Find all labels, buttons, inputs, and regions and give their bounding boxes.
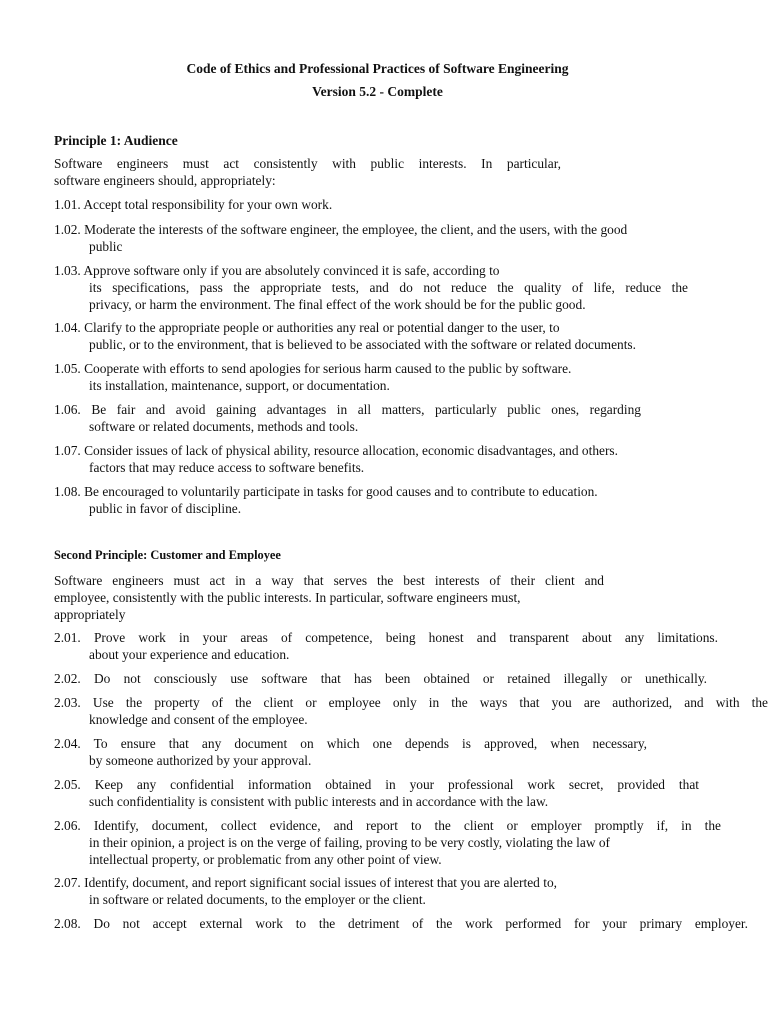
item-1-08 (54, 483, 714, 517)
item-line: such confidentiality is consistent with public interests and in accordance with the law. (89, 794, 549, 809)
document-title: Code of Ethics and Professional Practices of Software Engineering (186, 61, 569, 76)
principle-2-intro (54, 572, 604, 623)
item-line: factors that may reduce access to software benefits. (89, 460, 365, 475)
item-line: public, or to the environment, that is believed to be associated with the software or related documents. (89, 337, 636, 352)
item-2-03 (54, 694, 768, 728)
intro-line: Software engineers must act consistently with public interests. In particular, (54, 156, 561, 171)
item-2-04 (54, 735, 647, 769)
item-line: privacy, or harm the environment. The final effect of the work should be for the public good. (89, 297, 586, 312)
item-2-01 (54, 629, 718, 663)
item-line: 2.04. To ensure that any document on which one depends is approved, when necessary, (54, 736, 647, 751)
item-line: knowledge and consent of the employee. (89, 712, 308, 727)
item-line: 2.02. Do not consciously use software that has been obtained or retained illegally or unethically. (54, 671, 707, 686)
item-line: 1.06. Be fair and avoid gaining advantages in all matters, particularly public ones, regarding (54, 402, 641, 417)
intro-line: employee, consistently with the public interests. In particular, software engineers must, (54, 590, 521, 605)
item-2-02 (54, 670, 707, 687)
item-line: 2.03. Use the property of the client or employee only in the ways that you are authorized, and with the (54, 695, 768, 710)
principle-1-intro (54, 155, 561, 189)
item-2-06 (54, 817, 721, 868)
item-line: 1.05. Cooperate with efforts to send apologies for serious harm caused to the public by software. (54, 361, 572, 376)
item-2-05 (54, 776, 699, 810)
item-line: intellectual property, or problematic from any other point of view. (89, 852, 442, 867)
item-line: 2.01. Prove work in your areas of competence, being honest and transparent about any limitations. (54, 630, 718, 645)
item-line: 1.08. Be encouraged to voluntarily participate in tasks for good causes and to contribute to education. (54, 484, 598, 499)
item-1-07 (54, 442, 714, 476)
item-line: 2.05. Keep any confidential information obtained in your professional work secret, provided that (54, 777, 699, 792)
document-version: Version 5.2 - Complete (312, 84, 443, 99)
item-1-03 (54, 262, 688, 313)
item-2-07 (54, 874, 714, 908)
intro-line: Software engineers must act in a way that serves the best interests of their client and (54, 573, 604, 588)
item-line: 1.07. Consider issues of lack of physical ability, resource allocation, economic disadvantages, and others. (54, 443, 618, 458)
intro-line: software engineers should, appropriately: (54, 173, 276, 188)
item-line: software or related documents, methods and tools. (89, 419, 359, 434)
item-line: in their opinion, a project is on the verge of failing, proving to be very costly, violating the law of (89, 835, 610, 850)
item-line: by someone authorized by your approval. (89, 753, 312, 768)
item-line: 2.06. Identify, document, collect evidence, and report to the client or employer promptly if, in the (54, 818, 721, 833)
item-line: its specifications, pass the appropriate tests, and do not reduce the quality of life, reduce the (89, 280, 688, 295)
item-1-01 (54, 196, 714, 213)
item-line: about your experience and education. (89, 647, 290, 662)
item-line: 2.07. Identify, document, and report significant social issues of interest that you are alerted to, (54, 875, 557, 890)
item-line: in software or related documents, to the employer or the client. (89, 892, 426, 907)
item-1-06 (54, 401, 641, 435)
item-line: 1.04. Clarify to the appropriate people or authorities any real or potential danger to the user, to (54, 320, 560, 335)
item-2-08 (54, 915, 748, 932)
item-line: 1.01. Accept total responsibility for your own work. (54, 197, 333, 212)
item-line: public in favor of discipline. (89, 501, 242, 516)
item-line: its installation, maintenance, support, or documentation. (89, 378, 390, 393)
item-line: 1.03. Approve software only if you are absolutely convinced it is safe, according to (54, 263, 500, 278)
principle-2-heading: Second Principle: Customer and Employee (54, 548, 281, 562)
item-1-05 (54, 360, 694, 394)
item-1-04 (54, 319, 694, 353)
item-line: public (89, 239, 123, 254)
item-line: 2.08. Do not accept external work to the detriment of the work performed for your primary employer. (54, 916, 748, 931)
item-line: 1.02. Moderate the interests of the software engineer, the employee, the client, and the users, with the good (54, 222, 628, 237)
principle-1-heading: Principle 1: Audience (54, 133, 178, 148)
intro-line: appropriately (54, 607, 126, 622)
item-1-02 (54, 221, 690, 255)
